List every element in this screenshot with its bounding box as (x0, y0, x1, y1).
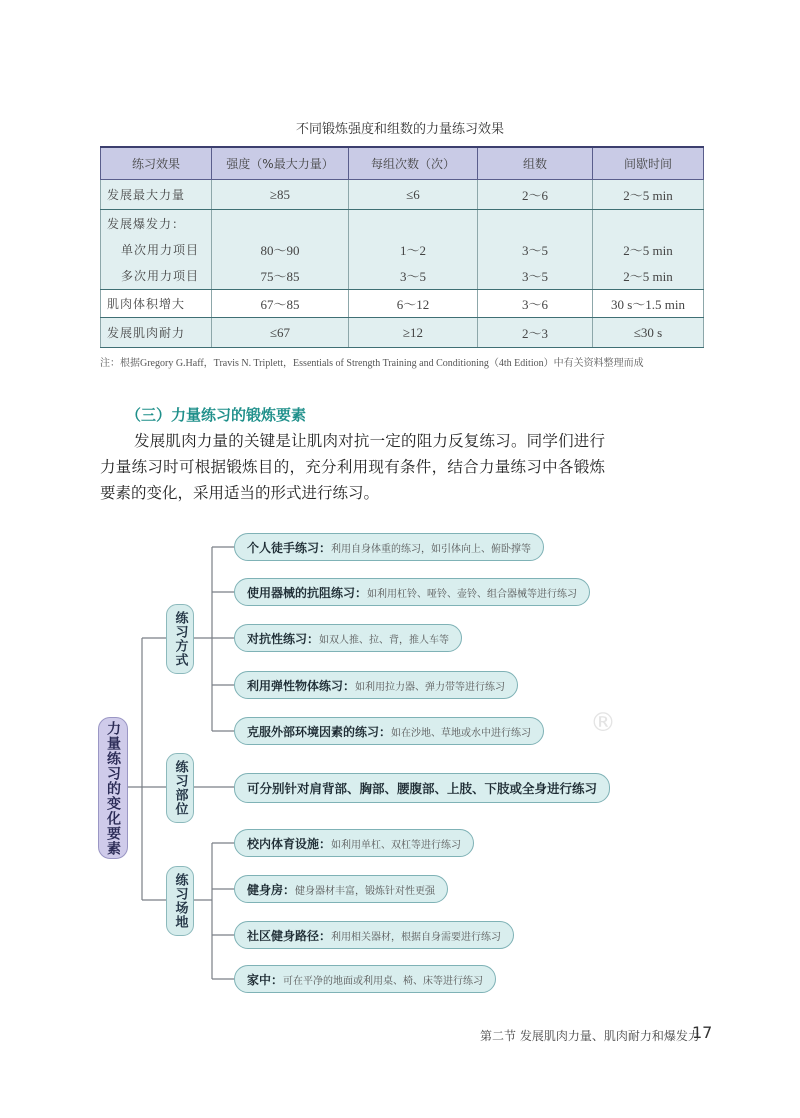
header-sets: 组数 (478, 147, 593, 180)
section-title: （三）力量练习的锻炼要素 (126, 406, 307, 424)
table-caption: 不同锻炼强度和组数的力量练习效果 (295, 122, 504, 137)
category-parts: 练习部位 (166, 753, 194, 823)
venue-gym: 健身房： 健身器材丰富，锻炼针对性更强 (234, 875, 448, 903)
cell-effect: 多次用力项目 (101, 263, 212, 290)
page-footer: 第二节 发展肌肉力量、肌肉耐力和爆发力 (480, 1029, 700, 1043)
table-note: 注：根据Gregory G.Haff，Travis N. Triplett，Essentials of Strength Training and Conditioning（4th Edition）中有关资料整理而成 (100, 358, 644, 369)
connector-venues (192, 843, 234, 979)
cell-effect: 发展最大力量 (101, 180, 212, 210)
header-intensity: 强度（%最大力量） (212, 147, 349, 180)
section-paragraph: 发展肌肉力量的关键是让肌肉对抗一定的阻力反复练习。同学们进行力量练习时可根据锻炼目的，充分利用现有条件，结合力量练习中各锻炼要素的变化，采用适当的形式进行练习。 (100, 432, 605, 502)
category-methods: 练习方式 (166, 604, 194, 674)
cell-rest: 2～5 min (593, 263, 704, 290)
cell-sets: 2～6 (478, 180, 593, 210)
cell-effect: 发展肌肉耐力 (101, 318, 212, 348)
connector-root (126, 638, 166, 900)
cell-sets: 3～6 (478, 290, 593, 318)
method-environment: 克服外部环境因素的练习： 如在沙地、草地或水中进行练习 (234, 717, 544, 745)
category-venues: 练习场地 (166, 866, 194, 936)
cell-sets: 3～5 (478, 263, 593, 290)
venue-community: 社区健身路径： 利用相关器材，根据自身需要进行练习 (234, 921, 514, 949)
venue-home: 家中： 可在平净的地面或利用桌、椅、床等进行练习 (234, 965, 496, 993)
cell-rest: 2～5 min (593, 180, 704, 210)
cell-rest: 2～5 min (593, 237, 704, 263)
registered-mark-watermark: ® (590, 708, 616, 738)
header-reps: 每组次数（次） (349, 147, 478, 180)
method-elastic: 利用弹性物体练习： 如利用拉力器、弹力带等进行练习 (234, 671, 518, 699)
page-number: 17 (692, 1023, 713, 1042)
cell-sets: 3～5 (478, 237, 593, 263)
connector-methods (192, 547, 234, 731)
cell-intensity: ≤67 (212, 318, 349, 348)
cell-sets: 2～3 (478, 318, 593, 348)
parts-description: 可分别针对肩背部、胸部、腰腹部、上肢、下肢或全身进行练习 (234, 773, 610, 803)
cell-intensity: 67～85 (212, 290, 349, 318)
mindmap-root: 力量练习的变化要素 (98, 717, 128, 859)
cell-effect: 发展爆发力： (101, 210, 212, 237)
cell-rest: ≤30 s (593, 318, 704, 348)
cell-intensity: 80～90 (212, 237, 349, 263)
cell-reps: ≥12 (349, 318, 478, 348)
venue-school: 校内体育设施： 如利用单杠、双杠等进行练习 (234, 829, 474, 857)
header-rest: 间歇时间 (593, 147, 704, 180)
cell-intensity: ≥85 (212, 180, 349, 210)
cell-rest: 30 s～1.5 min (593, 290, 704, 318)
cell-reps: 6～12 (349, 290, 478, 318)
header-effect: 练习效果 (101, 147, 212, 180)
cell-reps: ≤6 (349, 180, 478, 210)
cell-reps: 1～2 (349, 237, 478, 263)
cell-effect: 肌肉体积增大 (101, 290, 212, 318)
method-bodyweight: 个人徒手练习： 利用自身体重的练习，如引体向上、俯卧撑等 (234, 533, 544, 561)
cell-effect: 单次用力项目 (101, 237, 212, 263)
method-equipment: 使用器械的抗阻练习： 如利用杠铃、哑铃、壶铃、组合器械等进行练习 (234, 578, 590, 606)
method-partner: 对抗性练习： 如双人推、拉、背，推人车等 (234, 624, 462, 652)
cell-intensity: 75～85 (212, 263, 349, 290)
cell-reps: 3～5 (349, 263, 478, 290)
